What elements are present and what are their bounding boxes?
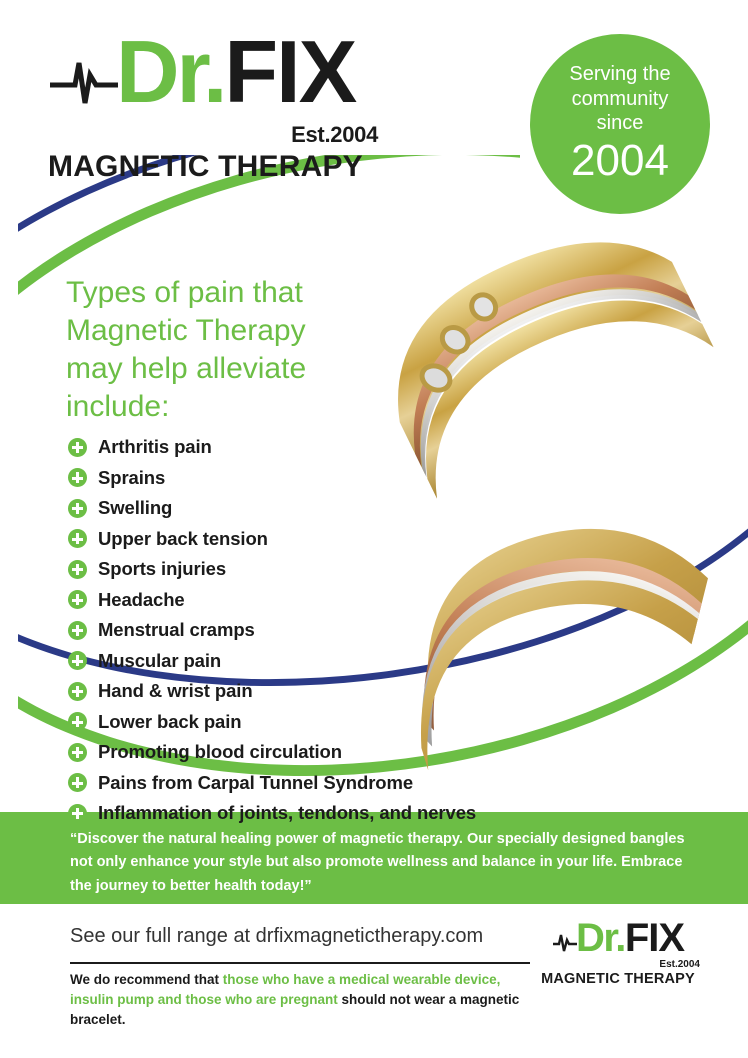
list-item-label: Pains from Carpal Tunnel Syndrome bbox=[98, 771, 414, 793]
list-item bbox=[68, 676, 588, 707]
heartbeat-ecg-icon bbox=[48, 45, 122, 111]
established-label: Est.2004 bbox=[291, 122, 378, 147]
website-link[interactable]: See our full range at drfixmagnetictherapy.com bbox=[70, 925, 484, 947]
list-item-label: Inflammation of joints, tendons, and nerves bbox=[98, 802, 477, 824]
disclaimer-text bbox=[70, 970, 520, 1030]
plus-icon bbox=[68, 468, 87, 487]
list-item bbox=[68, 524, 588, 555]
section-heading: Types of pain that Magnetic Therapy may help alleviate include: bbox=[66, 276, 307, 424]
list-item-label: Sports injuries bbox=[98, 558, 227, 580]
plus-icon bbox=[68, 651, 87, 670]
list-item-label: Upper back tension bbox=[98, 527, 268, 549]
list-item bbox=[68, 585, 588, 616]
footer-brand-tagline: MAGNETIC THERAPY bbox=[541, 971, 695, 987]
disclaimer-part-1: We do recommend that bbox=[70, 972, 223, 987]
footer-logo-text-dr: Dr. bbox=[575, 916, 625, 960]
plus-icon bbox=[68, 529, 87, 548]
brand-tagline: MAGNETIC THERAPY bbox=[48, 150, 363, 183]
logo-row bbox=[48, 21, 378, 121]
plus-icon bbox=[68, 712, 87, 731]
badge-line-1: Serving the bbox=[569, 63, 671, 86]
list-item-label: Muscular pain bbox=[98, 649, 222, 671]
list-item-label: Sprains bbox=[98, 466, 166, 488]
logo-text-dr: Dr. bbox=[116, 21, 225, 121]
list-item bbox=[68, 798, 588, 829]
list-item bbox=[68, 463, 588, 494]
list-item-label: Headache bbox=[98, 588, 185, 610]
list-item-label: Promoting blood circulation bbox=[98, 741, 342, 763]
list-item bbox=[68, 432, 588, 463]
footer-brand-logo bbox=[518, 918, 718, 987]
list-item-label: Menstrual cramps bbox=[98, 619, 255, 641]
list-item bbox=[68, 615, 588, 646]
footer-logo-text-fix: FIX bbox=[624, 916, 685, 960]
list-item bbox=[68, 707, 588, 738]
list-item bbox=[68, 646, 588, 677]
plus-icon bbox=[68, 590, 87, 609]
plus-icon bbox=[68, 773, 87, 792]
plus-icon bbox=[68, 682, 87, 701]
list-item bbox=[68, 737, 588, 768]
list-item bbox=[68, 493, 588, 524]
plus-icon bbox=[68, 621, 87, 640]
brand-header bbox=[48, 21, 378, 184]
footer-established-label: Est.2004 bbox=[659, 959, 700, 970]
serving-since-badge bbox=[530, 34, 710, 214]
mask-left bbox=[0, 150, 18, 830]
list-item-label: Arthritis pain bbox=[98, 436, 212, 458]
list-item-label: Swelling bbox=[98, 497, 173, 519]
badge-line-3: since bbox=[596, 112, 644, 134]
disclaimer-highlight: those who have a medical wearable device, insulin pump and those who are pregnant bbox=[70, 972, 501, 1007]
badge-year: 2004 bbox=[571, 136, 669, 186]
list-item-label: Hand & wrist pain bbox=[98, 680, 253, 702]
disclaimer-part-2: should not wear a magnetic bracelet. bbox=[70, 991, 520, 1027]
plus-icon bbox=[68, 499, 87, 518]
conditions-list bbox=[68, 432, 588, 829]
plus-icon bbox=[68, 743, 87, 762]
quote-text: “Discover the natural healing power of magnetic therapy. Our specially designed bangles not only enhance your style but also promote wellness and balance in your life. Embrace the journey to better health today!” bbox=[70, 831, 685, 894]
logo-text-fix: FIX bbox=[224, 21, 356, 121]
plus-icon bbox=[68, 438, 87, 457]
heartbeat-ecg-icon bbox=[552, 928, 578, 954]
list-item-label: Lower back pain bbox=[98, 710, 242, 732]
list-item bbox=[68, 554, 588, 585]
plus-icon bbox=[68, 804, 87, 823]
list-item bbox=[68, 768, 588, 799]
badge-line-2: community bbox=[571, 87, 669, 110]
footer-divider bbox=[70, 962, 530, 964]
footer-logo-row bbox=[518, 918, 718, 958]
plus-icon bbox=[68, 560, 87, 579]
